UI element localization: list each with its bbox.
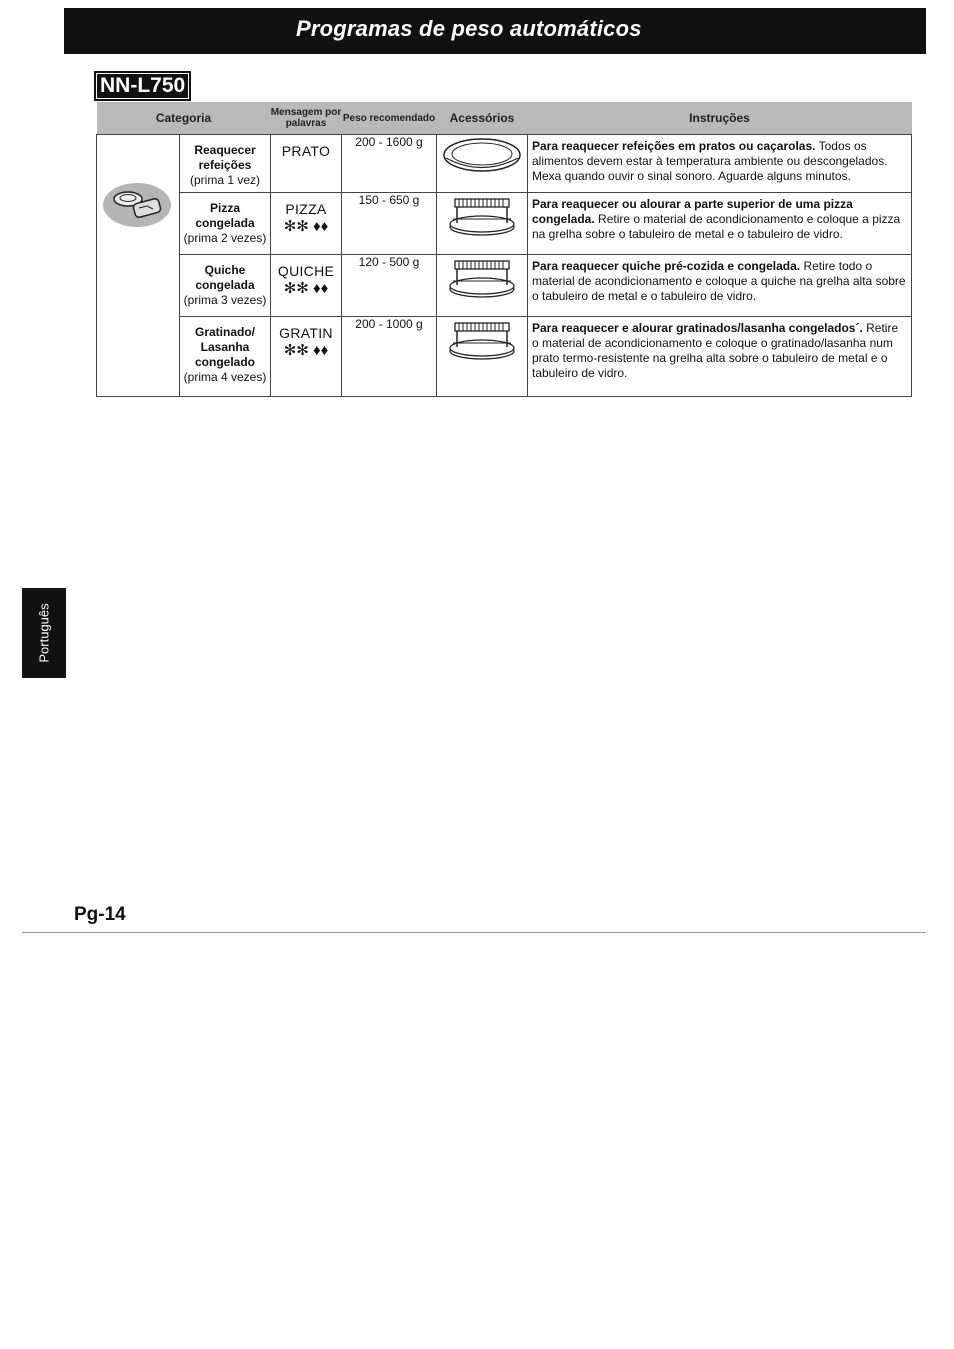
message-cell: QUICHE ✻✻ ♦♦ [271,255,342,317]
divider [22,932,926,933]
mode-symbols: ✻✻ ♦♦ [283,280,329,297]
accessory-cell [437,135,528,193]
header-categoria: Categoria [97,102,271,135]
page-title: Programas de peso automáticos [296,16,642,41]
page-number: Pg-14 [74,904,126,925]
header-acessorios: Acessórios [437,102,528,135]
table-row [97,135,912,193]
category-cell: Gratinado/ Lasanha congelado (prima 4 vezes) [180,317,271,397]
accessory-cell [437,317,528,397]
message-cell: PRATO [271,135,342,193]
message-cell: PIZZA ✻✻ ♦♦ [271,193,342,255]
category-cell: Quiche congelada (prima 3 vezes) [180,255,271,317]
weight-cell: 200 - 1000 g [342,317,437,397]
instructions-cell: Para reaquecer ou alourar a parte superior de uma pizza congelada. Retire o material de acondicionamento e coloque a pizza na grelha sobre o tabuleiro de metal e o tabuleiro de vidro. [528,193,912,255]
instructions-cell: Para reaquecer e alourar gratinados/lasanha congelados´. Retire o material de acondicionamento e coloque o gratinado/lasanha num prato termo-resistente na grelha alta sobre o tabuleiro de metal e o tabuleiro de vidro. [528,317,912,397]
table-row [97,317,912,397]
rack-icon [447,317,517,363]
weight-cell: 150 - 650 g [342,193,437,255]
food-illustration-cell [97,135,180,397]
food-dishes-icon [100,177,174,233]
instructions-cell: Para reaquecer refeições em pratos ou caçarolas. Todos os alimentos devem estar à temperatura ambiente ou descongelados. Mexa quando ouvir o sinal sonoro. Aguarde alguns minutos. [528,135,912,193]
mode-symbols: ✻✻ ♦♦ [283,218,329,235]
plate-icon [442,135,522,175]
rack-icon [447,193,517,239]
header-mensagem: Mensagem por palavras [271,102,342,135]
accessory-cell [437,193,528,255]
instructions-cell: Para reaquecer quiche pré-cozida e congelada. Retire todo o material de acondicionamento e coloque a quiche na grelha alta sobre o tabuleiro de metal e o tabuleiro de vidro. [528,255,912,317]
language-tab [22,588,66,678]
category-cell: Pizza congelada (prima 2 vezes) [180,193,271,255]
weight-cell: 200 - 1600 g [342,135,437,193]
accessory-cell [437,255,528,317]
table-row [97,193,912,255]
header-peso: Peso recomendado [342,102,437,135]
weight-cell: 120 - 500 g [342,255,437,317]
auto-weight-table [96,102,912,397]
rack-icon [447,255,517,301]
title-banner [64,8,926,54]
message-cell: GRATIN ✻✻ ♦♦ [271,317,342,397]
table-row [97,255,912,317]
mode-symbols: ✻✻ ♦♦ [283,342,329,359]
category-cell: Reaquecer refeições (prima 1 vez) [180,135,271,193]
header-instrucoes: Instruções [528,102,912,135]
language-label: Português [36,603,52,663]
table-header-row [97,102,912,135]
model-badge: NN-L750 [94,71,191,101]
